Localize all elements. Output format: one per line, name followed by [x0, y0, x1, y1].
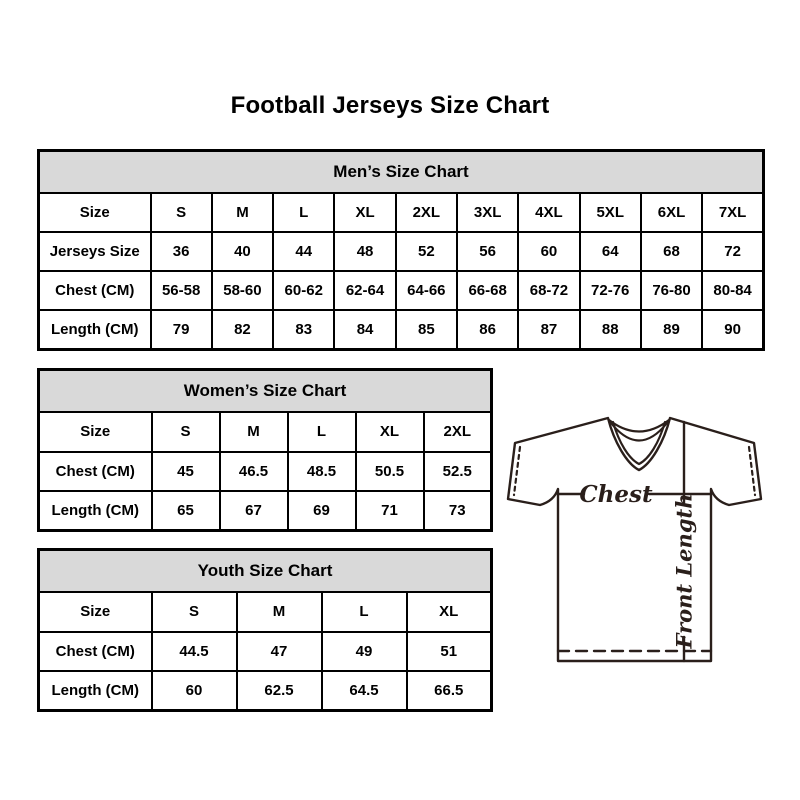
chest-measure-label: Chest	[579, 481, 653, 508]
table-row	[39, 412, 492, 452]
value-cell: 85	[396, 310, 457, 349]
row-header-cell: Size	[39, 412, 152, 452]
value-cell: 64-66	[396, 271, 457, 310]
womens-table-title: Women’s Size Chart	[39, 370, 492, 413]
value-cell: XL	[356, 412, 424, 452]
value-cell: 47	[237, 632, 322, 672]
value-cell: S	[152, 412, 220, 452]
mens-table-title: Men’s Size Chart	[39, 151, 764, 194]
row-header-cell: Jerseys Size	[39, 232, 151, 271]
table-row	[39, 310, 764, 349]
value-cell: 89	[641, 310, 702, 349]
value-cell: 90	[702, 310, 763, 349]
value-cell: 49	[322, 632, 407, 672]
value-cell: 76-80	[641, 271, 702, 310]
row-header-cell: Length (CM)	[39, 671, 152, 711]
table-row	[39, 232, 764, 271]
table-title-row	[39, 550, 492, 593]
row-header-cell: Chest (CM)	[39, 271, 151, 310]
value-cell: 45	[152, 452, 220, 492]
value-cell: 66-68	[457, 271, 518, 310]
jersey-outline	[508, 418, 761, 661]
table-row	[39, 671, 492, 711]
row-header-cell: Size	[39, 592, 152, 632]
value-cell: S	[152, 592, 237, 632]
value-cell: 40	[212, 232, 273, 271]
table-title-row	[39, 151, 764, 194]
value-cell: 6XL	[641, 193, 702, 232]
value-cell: XL	[334, 193, 395, 232]
row-header-cell: Chest (CM)	[39, 452, 152, 492]
value-cell: 88	[580, 310, 641, 349]
value-cell: L	[273, 193, 334, 232]
value-cell: 83	[273, 310, 334, 349]
youth-size-table	[37, 548, 493, 712]
mens-size-table	[37, 149, 765, 351]
row-header-cell: Length (CM)	[39, 491, 152, 531]
value-cell: L	[322, 592, 407, 632]
value-cell: M	[220, 412, 288, 452]
table-row	[39, 491, 492, 531]
value-cell: 60	[518, 232, 579, 271]
value-cell: 72	[702, 232, 763, 271]
value-cell: 79	[151, 310, 212, 349]
value-cell: 52.5	[424, 452, 492, 492]
value-cell: 73	[424, 491, 492, 531]
value-cell: M	[212, 193, 273, 232]
jersey-svg	[503, 410, 767, 672]
value-cell: 5XL	[580, 193, 641, 232]
value-cell: 2XL	[396, 193, 457, 232]
womens-size-table	[37, 368, 493, 532]
value-cell: 62-64	[334, 271, 395, 310]
youth-table-title: Youth Size Chart	[39, 550, 492, 593]
value-cell: 62.5	[237, 671, 322, 711]
value-cell: 56	[457, 232, 518, 271]
value-cell: 64	[580, 232, 641, 271]
jersey-diagram	[503, 410, 767, 672]
table-row	[39, 452, 492, 492]
table-row	[39, 592, 492, 632]
value-cell: 64.5	[322, 671, 407, 711]
value-cell: 58-60	[212, 271, 273, 310]
value-cell: M	[237, 592, 322, 632]
value-cell: 60-62	[273, 271, 334, 310]
value-cell: 4XL	[518, 193, 579, 232]
value-cell: 87	[518, 310, 579, 349]
value-cell: 44.5	[152, 632, 237, 672]
value-cell: 67	[220, 491, 288, 531]
value-cell: 3XL	[457, 193, 518, 232]
row-header-cell: Chest (CM)	[39, 632, 152, 672]
table-row	[39, 193, 764, 232]
value-cell: 68-72	[518, 271, 579, 310]
value-cell: 68	[641, 232, 702, 271]
value-cell: 7XL	[702, 193, 763, 232]
value-cell: 69	[288, 491, 356, 531]
row-header-cell: Size	[39, 193, 151, 232]
value-cell: 44	[273, 232, 334, 271]
table-row	[39, 632, 492, 672]
value-cell: 71	[356, 491, 424, 531]
value-cell: 84	[334, 310, 395, 349]
value-cell: 80-84	[702, 271, 763, 310]
value-cell: S	[151, 193, 212, 232]
page-title: Football Jerseys Size Chart	[230, 92, 550, 119]
value-cell: 48	[334, 232, 395, 271]
value-cell: XL	[407, 592, 492, 632]
value-cell: 82	[212, 310, 273, 349]
table-row	[39, 271, 764, 310]
value-cell: 52	[396, 232, 457, 271]
value-cell: 86	[457, 310, 518, 349]
value-cell: 36	[151, 232, 212, 271]
value-cell: 72-76	[580, 271, 641, 310]
value-cell: 50.5	[356, 452, 424, 492]
value-cell: 51	[407, 632, 492, 672]
table-title-row	[39, 370, 492, 413]
value-cell: 56-58	[151, 271, 212, 310]
value-cell: 46.5	[220, 452, 288, 492]
value-cell: 65	[152, 491, 220, 531]
value-cell: 2XL	[424, 412, 492, 452]
value-cell: 66.5	[407, 671, 492, 711]
value-cell: 48.5	[288, 452, 356, 492]
value-cell: 60	[152, 671, 237, 711]
value-cell: L	[288, 412, 356, 452]
row-header-cell: Length (CM)	[39, 310, 151, 349]
front-length-measure-label: Front Length	[671, 493, 697, 649]
